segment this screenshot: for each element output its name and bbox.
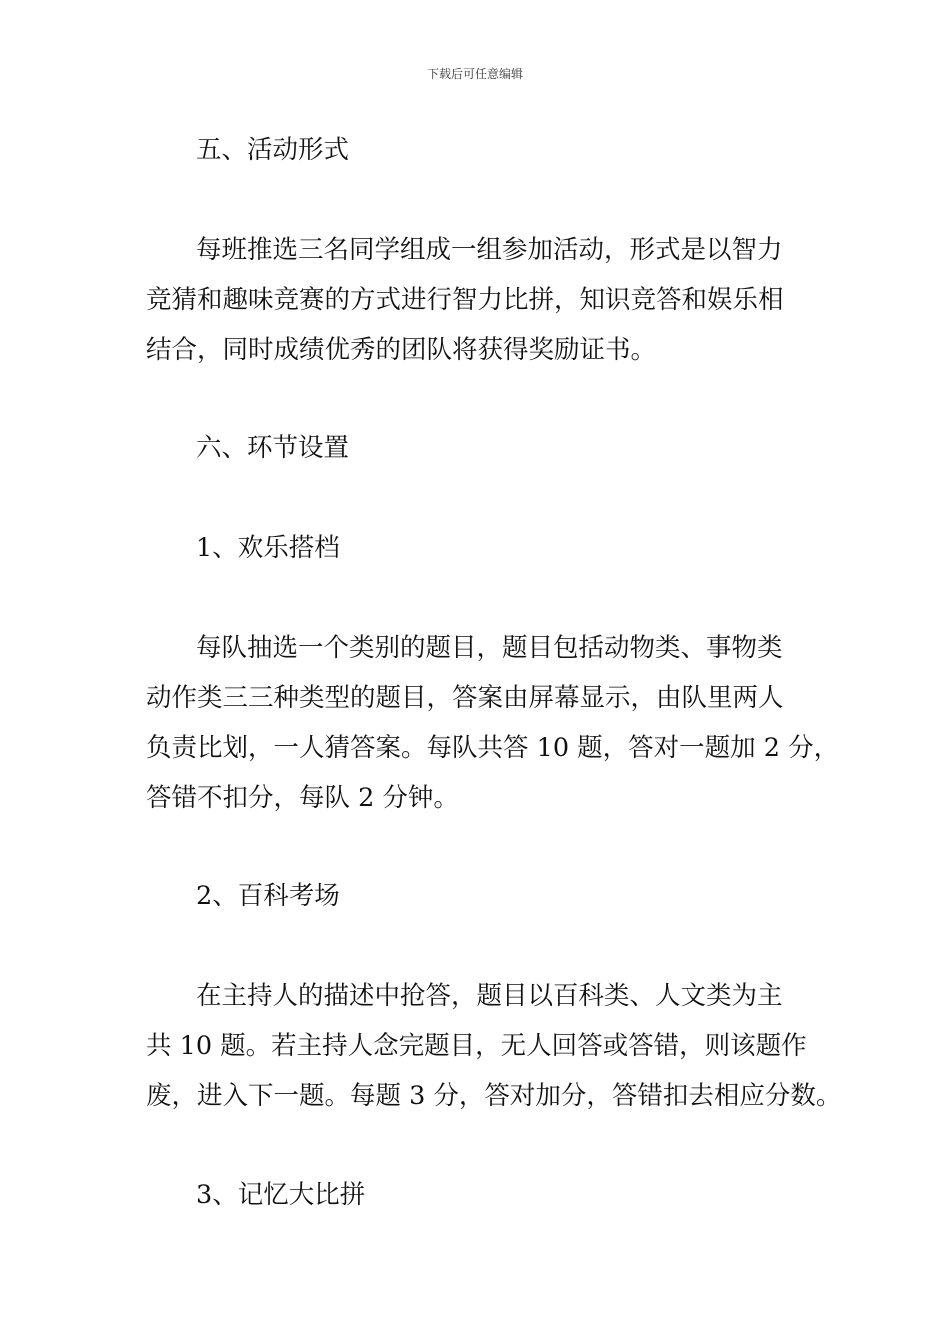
paragraph-line: 每队抽选一个类别的题目，题目包括动物类、事物类 (196, 633, 783, 663)
section-heading-segments: 六、环节设置 (196, 433, 350, 463)
page-header: 下载后可任意编辑 (426, 67, 523, 81)
paragraph-line: 答错不扣分，每队 2 分钟。 (146, 783, 459, 813)
paragraph-line: 负责比划，一人猜答案。每队共答 10 题，答对一题加 2 分， (146, 733, 840, 763)
paragraph-happy-partners (146, 623, 840, 823)
paragraph-line: 废，进入下一题。每题 3 分，答对加分，答错扣去相应分数。 (146, 1081, 842, 1111)
paragraph-activity-format (146, 225, 836, 375)
paragraph-line: 结合，同时成绩优秀的团队将获得奖励证书。 (146, 335, 657, 365)
item-heading-memory-contest: 3、记忆大比拼 (196, 1180, 366, 1210)
paragraph-line: 共 10 题。若主持人念完题目，无人回答或答错，则该题作 (146, 1031, 807, 1061)
paragraph-line: 每班推选三名同学组成一组参加活动，形式是以智力 (196, 235, 783, 265)
section-heading-activity-format: 五、活动形式 (196, 135, 350, 165)
item-heading-happy-partners: 1、欢乐搭档 (196, 533, 340, 563)
paragraph-line: 动作类三三种类型的题目，答案由屏幕显示，由队里两人 (146, 683, 784, 713)
item-heading-encyclopedia: 2、百科考场 (196, 881, 340, 911)
paragraph-encyclopedia (146, 971, 842, 1121)
paragraph-line: 竞猜和趣味竞赛的方式进行智力比拼，知识竞答和娱乐相 (146, 285, 784, 315)
paragraph-line: 在主持人的描述中抢答，题目以百科类、人文类为主 (196, 981, 783, 1011)
